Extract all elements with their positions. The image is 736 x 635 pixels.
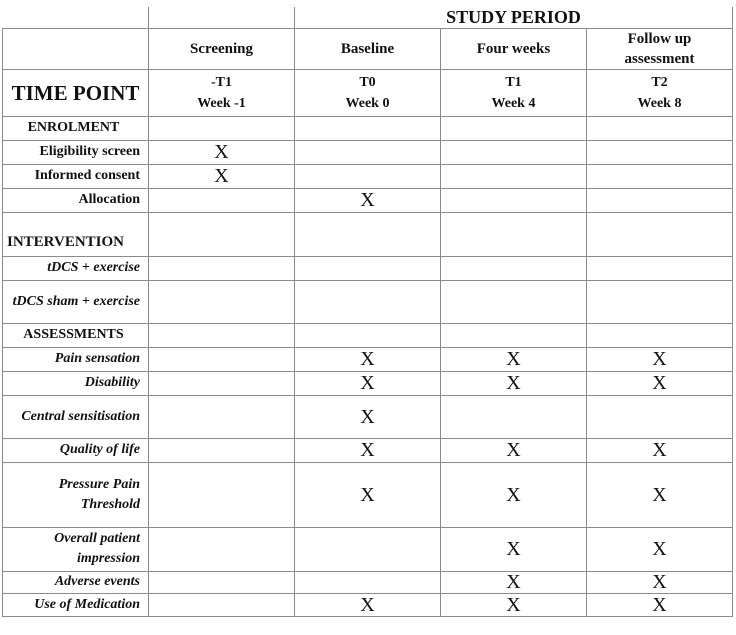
- phase-four-weeks: Four weeks: [441, 28, 587, 69]
- time-point-week: Week 4: [491, 95, 536, 111]
- phase-screening: Screening: [149, 28, 295, 69]
- section-label-intervention: INTERVENTION: [3, 212, 149, 256]
- empty-cell: [149, 438, 295, 462]
- empty-cell: [295, 527, 441, 571]
- empty-cell: [441, 164, 587, 188]
- time-point-follow-up: [587, 69, 733, 116]
- schedule-row: [3, 140, 733, 164]
- time-point-code: T0: [359, 74, 376, 90]
- empty-cell: [149, 323, 295, 347]
- schedule-mark: X: [149, 140, 295, 164]
- spirit-schedule-table: [2, 7, 733, 617]
- empty-cell: [295, 164, 441, 188]
- section-label-assessments: ASSESSMENTS: [3, 323, 149, 347]
- schedule-mark: X: [441, 438, 587, 462]
- empty-cell: [295, 212, 441, 256]
- section-label-enrolment: ENROLMENT: [3, 116, 149, 140]
- schedule-mark: X: [441, 371, 587, 395]
- time-point-code: T2: [651, 74, 668, 90]
- empty-cell: [441, 212, 587, 256]
- empty-cell: [441, 256, 587, 280]
- schedule-mark: X: [441, 527, 587, 571]
- schedule-mark: X: [587, 593, 733, 616]
- empty-cell: [149, 256, 295, 280]
- schedule-row: [3, 371, 733, 395]
- empty-cell: [149, 116, 295, 140]
- empty-cell: [587, 164, 733, 188]
- schedule-mark: X: [441, 347, 587, 371]
- phase-baseline: Baseline: [295, 28, 441, 69]
- schedule-mark: X: [295, 593, 441, 616]
- time-point-week: Week -1: [197, 95, 246, 111]
- schedule-mark: X: [587, 462, 733, 527]
- row-label-pressure-pain-threshold: Pressure Pain Threshold: [3, 462, 149, 527]
- section-row-enrolment: [3, 116, 733, 140]
- row-label-disability: Disability: [3, 371, 149, 395]
- schedule-row: [3, 395, 733, 438]
- schedule-mark: X: [295, 371, 441, 395]
- empty-cell: [149, 347, 295, 371]
- empty-cell: [587, 116, 733, 140]
- time-point-week: Week 8: [637, 95, 682, 111]
- schedule-row: [3, 527, 733, 571]
- empty-cell: [295, 571, 441, 593]
- row-label-use-of-medication: Use of Medication: [3, 593, 149, 616]
- time-point-baseline: [295, 69, 441, 116]
- empty-cell: [295, 116, 441, 140]
- empty-cell: [441, 395, 587, 438]
- row-label-tdcs-exercise: tDCS + exercise: [3, 256, 149, 280]
- schedule-row: [3, 347, 733, 371]
- schedule-row: [3, 438, 733, 462]
- empty-cell: [295, 140, 441, 164]
- schedule-mark: X: [295, 438, 441, 462]
- schedule-mark: X: [295, 347, 441, 371]
- row-label-allocation: Allocation: [3, 188, 149, 212]
- row-label-pain-sensation: Pain sensation: [3, 347, 149, 371]
- empty-cell: [149, 571, 295, 593]
- row-label-eligibility-screen: Eligibility screen: [3, 140, 149, 164]
- schedule-mark: X: [587, 438, 733, 462]
- row-label-informed-consent: Informed consent: [3, 164, 149, 188]
- empty-cell: [587, 140, 733, 164]
- schedule-row: [3, 280, 733, 323]
- empty-cell: [441, 280, 587, 323]
- blank-cell: [3, 28, 149, 69]
- schedule-mark: X: [587, 571, 733, 593]
- schedule-mark: X: [149, 164, 295, 188]
- study-period-header: STUDY PERIOD: [295, 7, 733, 28]
- section-row-assessments: [3, 323, 733, 347]
- row-label-quality-of-life: Quality of life: [3, 438, 149, 462]
- empty-cell: [149, 395, 295, 438]
- empty-cell: [587, 212, 733, 256]
- phase-header-row: [3, 28, 733, 69]
- blank-cell: [3, 7, 149, 28]
- empty-cell: [441, 323, 587, 347]
- blank-cell: [149, 7, 295, 28]
- time-point-week: Week 0: [345, 95, 390, 111]
- schedule-mark: X: [587, 527, 733, 571]
- schedule-mark: X: [295, 188, 441, 212]
- schedule-mark: X: [587, 347, 733, 371]
- empty-cell: [587, 188, 733, 212]
- time-point-code: -T1: [211, 74, 232, 90]
- empty-cell: [149, 371, 295, 395]
- empty-cell: [441, 140, 587, 164]
- empty-cell: [587, 280, 733, 323]
- time-point-label: TIME POINT: [3, 69, 149, 116]
- schedule-row: [3, 593, 733, 616]
- empty-cell: [295, 256, 441, 280]
- time-point-row: [3, 69, 733, 116]
- empty-cell: [295, 280, 441, 323]
- empty-cell: [149, 462, 295, 527]
- empty-cell: [149, 593, 295, 616]
- empty-cell: [587, 323, 733, 347]
- empty-cell: [441, 188, 587, 212]
- study-period-row: [3, 7, 733, 28]
- schedule-row: [3, 256, 733, 280]
- schedule-mark: X: [587, 371, 733, 395]
- schedule-mark: X: [295, 462, 441, 527]
- schedule-row: [3, 462, 733, 527]
- empty-cell: [587, 256, 733, 280]
- time-point-code: T1: [505, 74, 522, 90]
- section-row-intervention: [3, 212, 733, 256]
- schedule-mark: X: [295, 395, 441, 438]
- time-point-screening: [149, 69, 295, 116]
- row-label-tdcs-sham-exercise: tDCS sham + exercise: [3, 280, 149, 323]
- phase-follow-up: Follow up assessment: [587, 28, 733, 69]
- schedule-row: [3, 188, 733, 212]
- empty-cell: [295, 323, 441, 347]
- row-label-overall-patient-impression: Overall patient impression: [3, 527, 149, 571]
- time-point-four-weeks: [441, 69, 587, 116]
- row-label-central-sensitisation: Central sensitisation: [3, 395, 149, 438]
- schedule-mark: X: [441, 462, 587, 527]
- empty-cell: [441, 116, 587, 140]
- schedule-mark: X: [441, 571, 587, 593]
- row-label-adverse-events: Adverse events: [3, 571, 149, 593]
- empty-cell: [149, 527, 295, 571]
- schedule-row: [3, 571, 733, 593]
- empty-cell: [149, 188, 295, 212]
- schedule-mark: X: [441, 593, 587, 616]
- schedule-row: [3, 164, 733, 188]
- empty-cell: [587, 395, 733, 438]
- empty-cell: [149, 212, 295, 256]
- empty-cell: [149, 280, 295, 323]
